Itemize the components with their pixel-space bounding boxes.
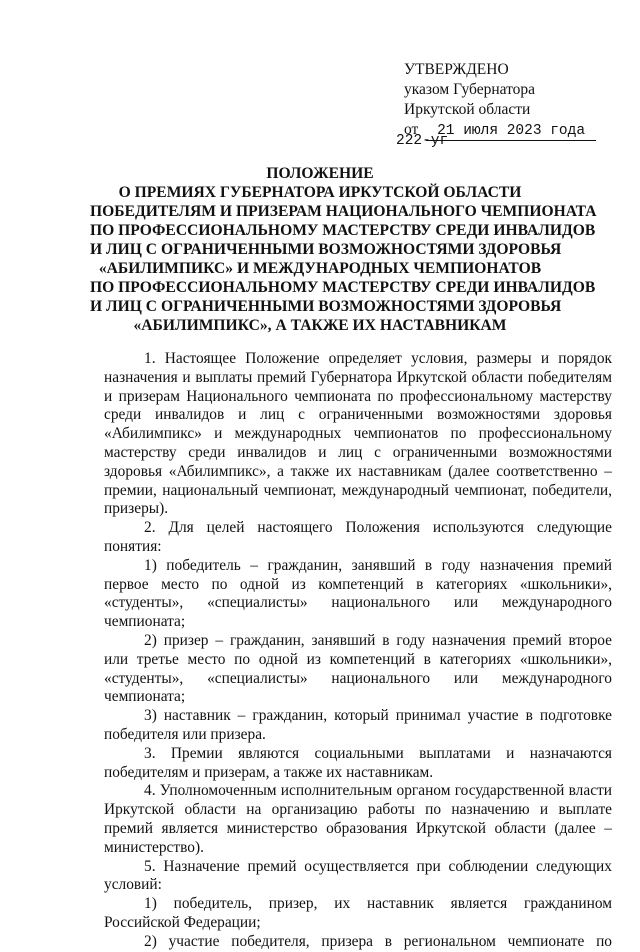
title-line: И ЛИЦ С ОГРАНИЧЕННЫМИ ВОЗМОЖНОСТЯМИ ЗДОРОВЬЯ — [90, 241, 562, 258]
title-line: ПО ПРОФЕССИОНАЛЬНОМУ МАСТЕРСТВУ СРЕДИ ИНВАЛИДОВ — [90, 279, 596, 296]
document-body — [104, 350, 612, 952]
paragraph: 2) участие победителя, призера в региональном чемпионате по — [144, 932, 612, 950]
title-line: О ПРЕМИЯХ ГУБЕРНАТОРА ИРКУТСКОЙ ОБЛАСТИ — [118, 184, 522, 201]
approval-decree-line: указом Губернатора — [404, 81, 536, 98]
document-title — [90, 164, 597, 335]
approval-region-line: Иркутской области — [404, 101, 531, 118]
approval-date-prefix: от — [404, 121, 419, 138]
paragraph: 1) победитель – гражданин, занявший в году назначения премий первое место по одной из компетенций в категориях «школьники», «студенты», «специалисты» национального или международного чемпионата; — [104, 556, 612, 631]
approval-date: 21 июля 2023 года — [426, 123, 596, 141]
title-line: ПО ПРОФЕССИОНАЛЬНОМУ МАСТЕРСТВУ СРЕДИ ИНВАЛИДОВ — [90, 222, 596, 239]
approval-stamp — [396, 60, 614, 149]
title-line: «АБИЛИМПИКС» И МЕЖДУНАРОДНЫХ ЧЕМПИОНАТОВ — [98, 260, 542, 277]
paragraph: 1) победитель, призер, их наставник является гражданином Российской Федерации; — [104, 895, 612, 931]
paragraph: 3. Премии являются социальными выплатами и назначаются победителям и призерам, а также их наставникам. — [104, 744, 612, 781]
title-line: ПОЛОЖЕНИЕ — [266, 165, 374, 182]
paragraph: 4. Уполномоченным исполнительным органом государственной власти Иркутской области на организацию работы по назначению и выплате премий является министерство образования Иркутской области (далее – министерство). — [104, 782, 612, 856]
approval-heading: УТВЕРЖДЕНО — [404, 61, 509, 78]
title-line: «АБИЛИМПИКС», А ТАКЖЕ ИХ НАСТАВНИКАМ — [133, 317, 507, 334]
paragraph: 2. Для целей настоящего Положения используются следующие понятия: — [104, 519, 612, 555]
title-line: И ЛИЦ С ОГРАНИЧЕННЫМИ ВОЗМОЖНОСТЯМИ ЗДОРОВЬЯ — [90, 298, 562, 315]
paragraph: 1. Настоящее Положение определяет условия, размеры и порядок назначения и выплаты премий Губернатора Иркутской области победителям и призерам Национального чемпионата по профессиональному мастерству среди инвалидов и лиц с ограниченными возможностями здоровья «Абилимпикс» и международных чемпионатов по профессиональному мастерству среди инвалидов и лиц с ограниченными возможностями здоровья «Абилимпикс», а также их наставникам (далее соответственно – премии, национальный чемпионат, международный чемпионат, победители, призеры). — [104, 350, 612, 518]
title-line: ПОБЕДИТЕЛЯМ И ПРИЗЕРАМ НАЦИОНАЛЬНОГО ЧЕМПИОНАТА — [90, 203, 597, 220]
approval-number: 222-уг — [396, 133, 449, 149]
paragraph: 5. Назначение премий осуществляется при соблюдении следующих условий: — [104, 857, 612, 894]
paragraph: 2) призер – гражданин, занявший в году назначения премий второе или третье место по одной из компетенций в категориях «школьники», «студенты», «специалисты» национального или международного чемпионата; — [104, 631, 612, 706]
paragraph: 3) наставник – гражданин, который принимал участие в подготовке победителя или призера. — [104, 707, 612, 743]
